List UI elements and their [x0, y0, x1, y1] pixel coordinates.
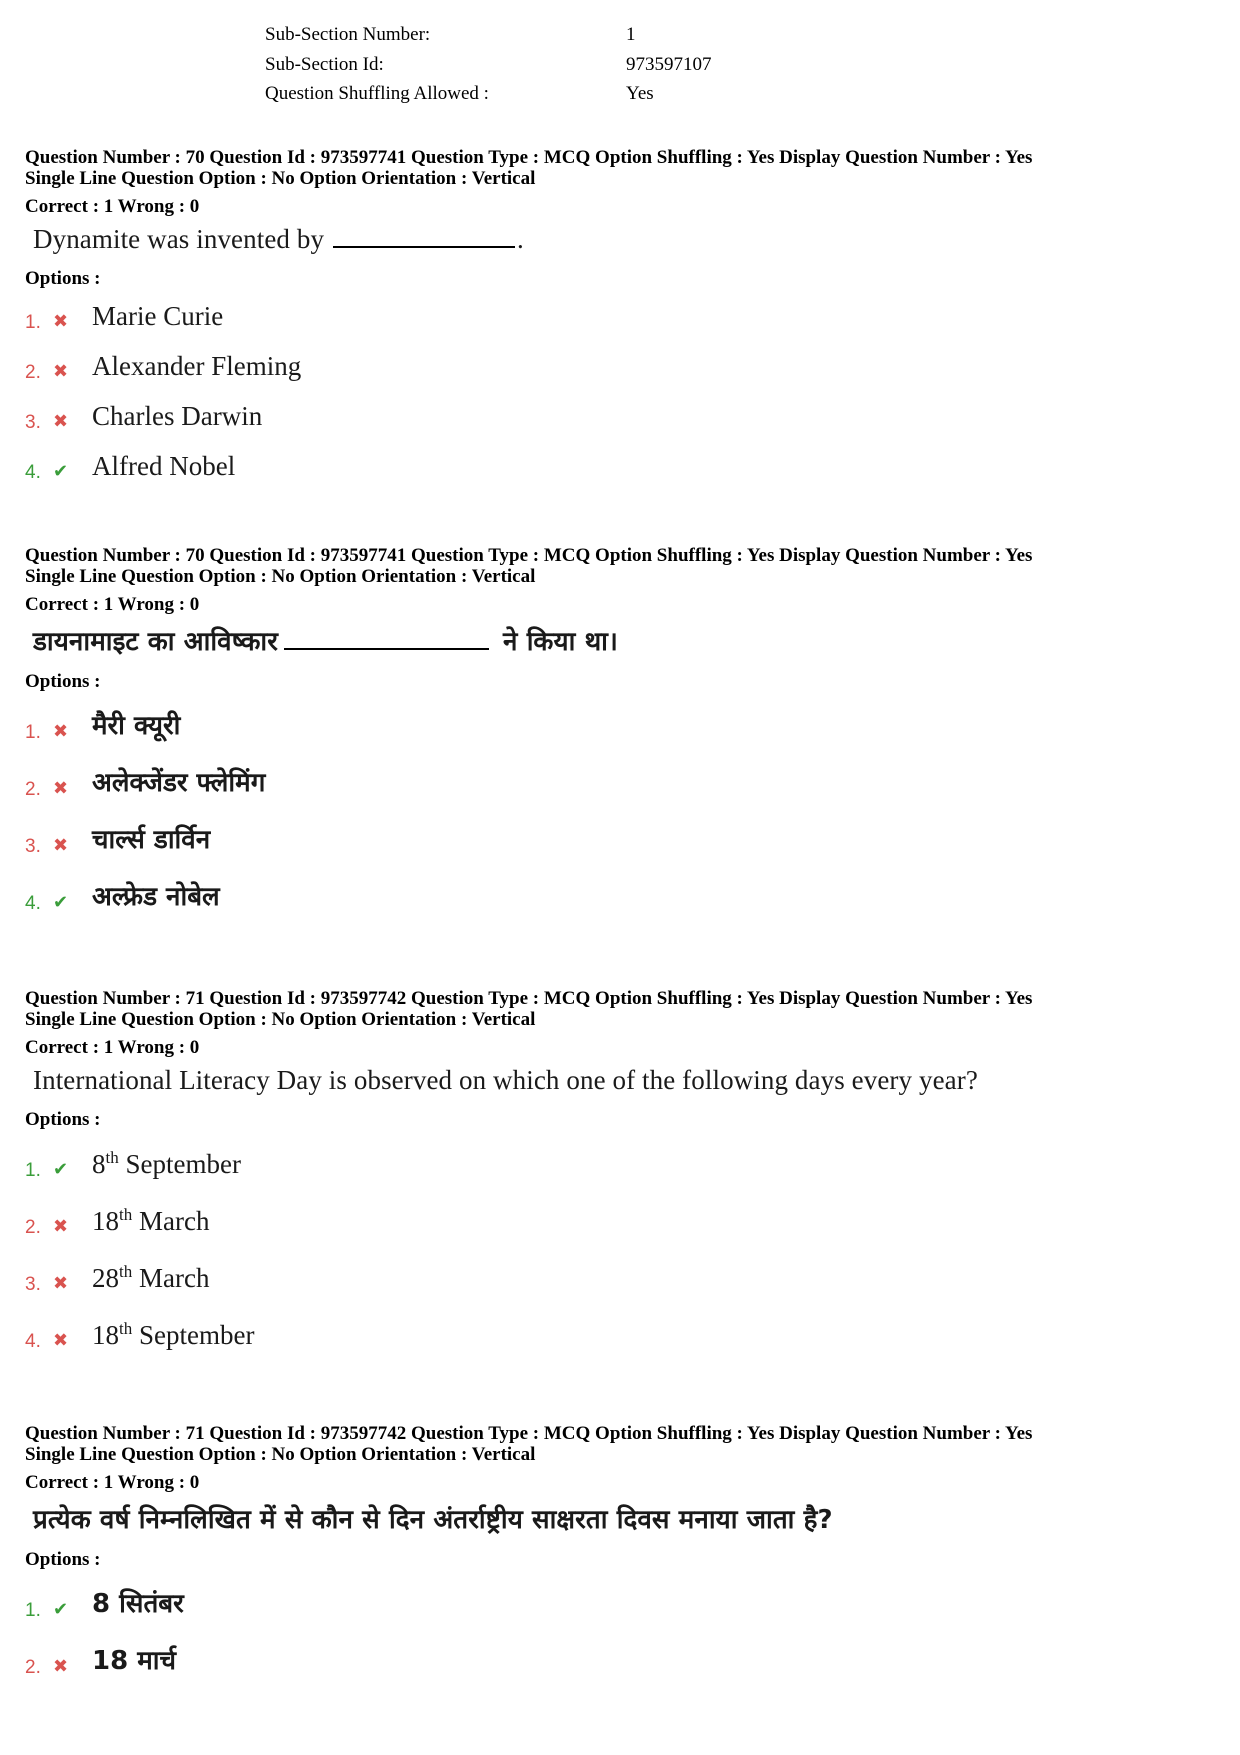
question-block: [25, 988, 1215, 1359]
question-meta: Question Number : 71 Question Id : 973597742 Question Type : MCQ Option Shuffling : Yes Display Question Number : Yes: [25, 1423, 1033, 1444]
cross-icon: ✖: [53, 1330, 69, 1351]
question-meta-options: Single Line Question Option : No Option Orientation : Vertical: [25, 1009, 536, 1030]
subsection-number-value: 1: [626, 24, 636, 45]
question-marks: Correct : 1 Wrong : 0: [25, 196, 200, 217]
cross-icon: ✖: [53, 1216, 69, 1237]
question-meta-options: Single Line Question Option : No Option Orientation : Vertical: [25, 1444, 536, 1465]
options-label: Options :: [25, 1549, 101, 1570]
question-meta: Question Number : 70 Question Id : 973597741 Question Type : MCQ Option Shuffling : Yes Display Question Number : Yes: [25, 545, 1033, 566]
question-meta-options: Single Line Question Option : No Option Orientation : Vertical: [25, 566, 536, 587]
cross-icon: ✖: [53, 361, 69, 382]
cross-icon: ✖: [53, 411, 69, 432]
question-shuffling-label: Question Shuffling Allowed :: [265, 83, 489, 104]
question-shuffling-value: Yes: [626, 83, 654, 104]
options-label: Options :: [25, 671, 101, 692]
cross-icon: ✖: [53, 1273, 69, 1294]
check-icon: ✔: [53, 461, 69, 482]
option-item: 2. ✖ अलेक्जेंडर फ्लेमिंग: [25, 768, 266, 800]
subsection-id-label: Sub-Section Id:: [265, 53, 384, 75]
check-icon: ✔: [53, 1159, 69, 1180]
subsection-number-label: Sub-Section Number:: [265, 24, 431, 45]
cross-icon: ✖: [53, 778, 69, 799]
option-item: 3. ✖ Charles Darwin: [25, 401, 263, 433]
question-block: [25, 545, 1215, 921]
question-meta-options: Single Line Question Option : No Option Orientation : Vertical: [25, 168, 536, 189]
subsection-id-value: 973597107: [626, 53, 712, 75]
option-item: 1. ✖ Marie Curie: [25, 301, 224, 333]
check-icon: ✔: [53, 1599, 69, 1620]
check-icon: ✔: [53, 892, 69, 913]
option-item-correct: 1. ✔ 8th September: [25, 1148, 241, 1181]
question-marks: Correct : 1 Wrong : 0: [25, 1037, 200, 1058]
option-item: 2. ✖ 18 मार्च: [25, 1646, 177, 1678]
cross-icon: ✖: [53, 835, 69, 856]
option-item-correct: 4. ✔ अल्फ्रेड नोबेल: [25, 882, 220, 914]
question-text: International Literacy Day is observed on which one of the following days every year?: [33, 1065, 978, 1095]
question-text: प्रत्येक वर्ष निम्नलिखित में से कौन से दिन अंतर्राष्ट्रीय साक्षरता दिवस मनाया जाता है?: [33, 1505, 833, 1535]
option-item: 2. ✖ Alexander Fleming: [25, 351, 302, 383]
options-label: Options :: [25, 268, 101, 289]
option-item: 4. ✖ 18th September: [25, 1319, 255, 1352]
option-item-correct: 4. ✔ Alfred Nobel: [25, 451, 236, 483]
cross-icon: ✖: [53, 311, 69, 332]
option-item: 1. ✖ मैरी क्यूरी: [25, 711, 181, 743]
question-meta: Question Number : 71 Question Id : 973597742 Question Type : MCQ Option Shuffling : Yes Display Question Number : Yes: [25, 988, 1033, 1009]
option-item-correct: 1. ✔ 8 सितंबर: [25, 1589, 184, 1621]
answer-blank: [333, 224, 515, 248]
answer-blank: [284, 626, 489, 650]
cross-icon: ✖: [53, 1656, 69, 1677]
subsection-info: [265, 24, 712, 113]
question-text: Dynamite was invented by .: [33, 224, 524, 254]
question-marks: Correct : 1 Wrong : 0: [25, 1472, 200, 1493]
question-meta: Question Number : 70 Question Id : 973597741 Question Type : MCQ Option Shuffling : Yes Display Question Number : Yes: [25, 147, 1033, 168]
question-block: [25, 1423, 1215, 1685]
option-item: 3. ✖ चार्ल्स डार्विन: [25, 825, 211, 857]
option-item: 2. ✖ 18th March: [25, 1205, 210, 1238]
question-marks: Correct : 1 Wrong : 0: [25, 594, 200, 615]
question-text: डायनामाइट का आविष्कार ने किया था।: [33, 627, 618, 657]
option-item: 3. ✖ 28th March: [25, 1262, 210, 1295]
options-label: Options :: [25, 1109, 101, 1130]
cross-icon: ✖: [53, 721, 69, 742]
question-block: [25, 147, 1215, 490]
